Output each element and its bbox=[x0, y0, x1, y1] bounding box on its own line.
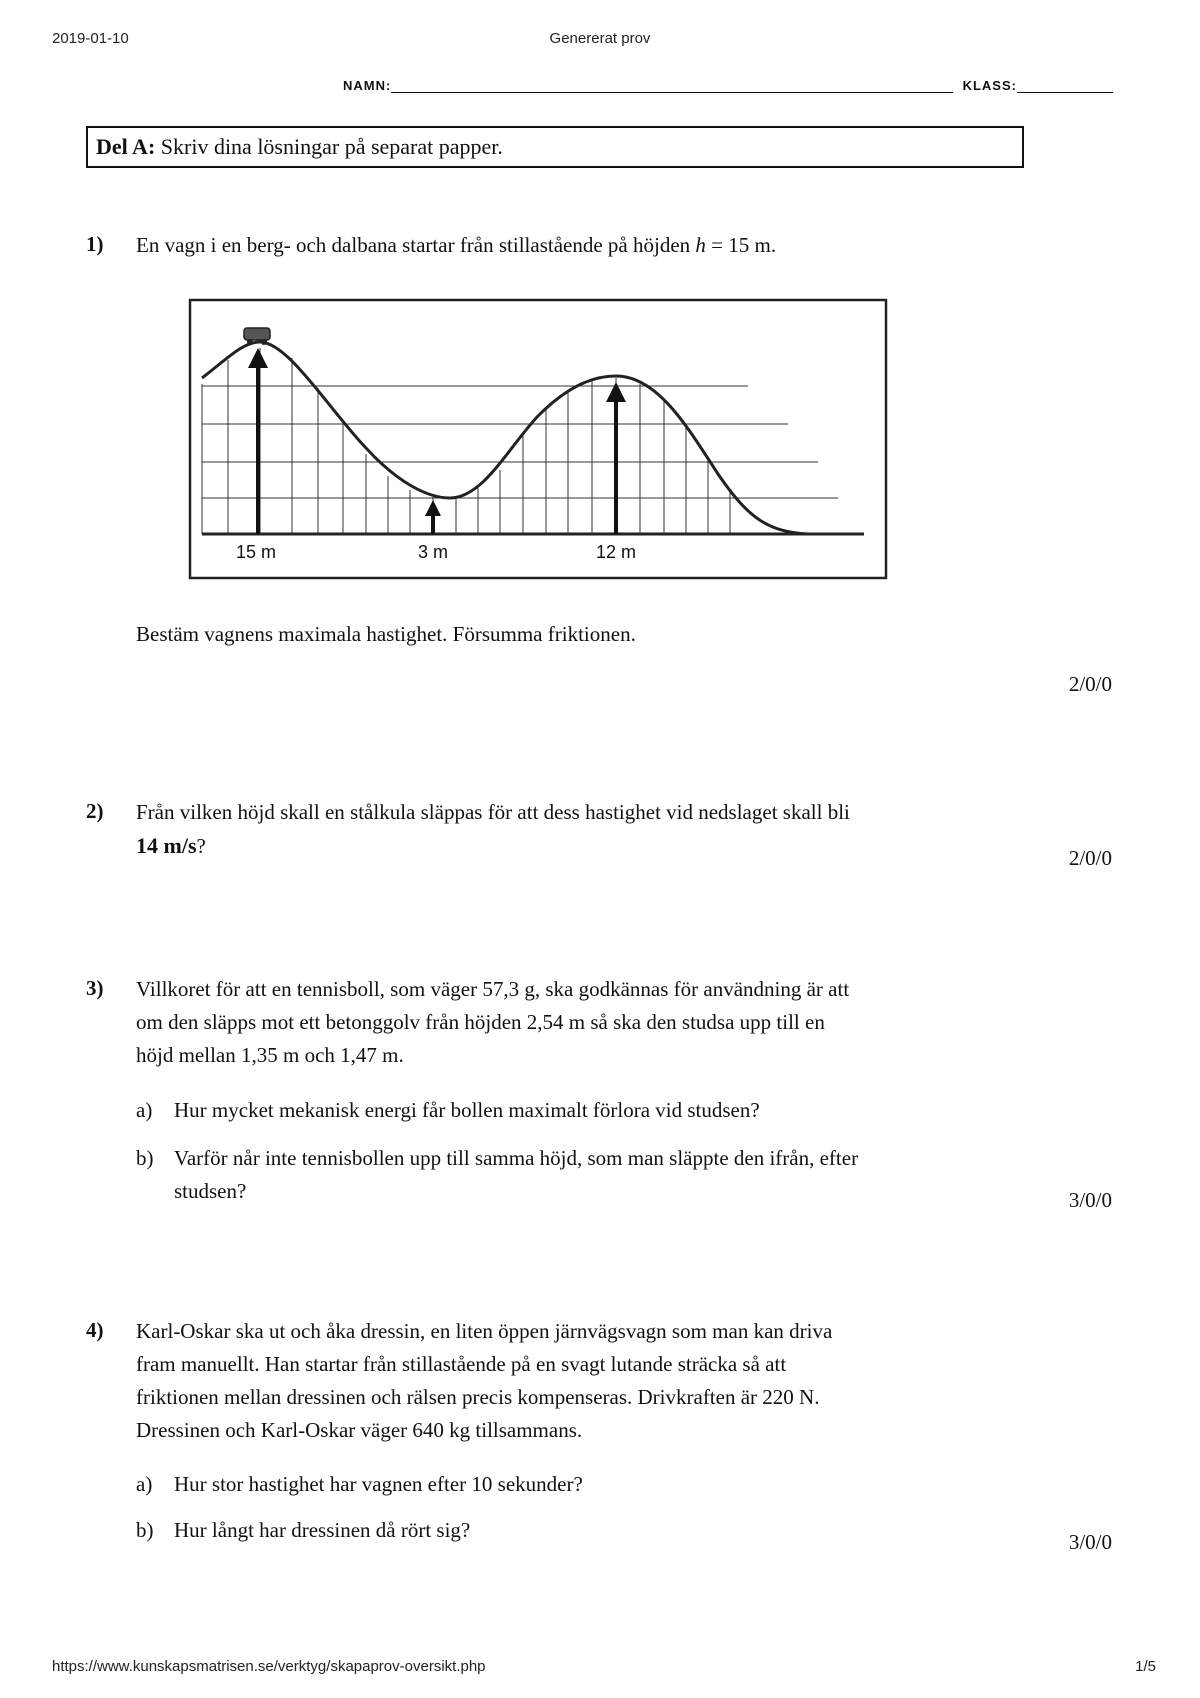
question-4a-text: Hur stor hastighet har vagnen efter 10 sekunder? bbox=[174, 1472, 583, 1496]
question-3b bbox=[136, 1142, 858, 1208]
question-3b-line-2: studsen? bbox=[174, 1179, 247, 1203]
question-3-line-3: höjd mellan 1,35 m och 1,47 m. bbox=[136, 1043, 404, 1067]
question-3a bbox=[136, 1094, 760, 1127]
question-4b-text: Hur långt har dressinen då rört sig? bbox=[174, 1518, 471, 1542]
question-2-speed: 14 m/s bbox=[136, 833, 197, 858]
figure-label-15m: 15 m bbox=[236, 542, 277, 562]
question-2-score: 2/0/0 bbox=[1068, 846, 1112, 870]
question-4a bbox=[136, 1468, 583, 1501]
question-1-text bbox=[136, 229, 776, 262]
question-4b-label: b) bbox=[136, 1518, 154, 1542]
question-1-score: 2/0/0 bbox=[1068, 672, 1112, 696]
section-label: Del A: bbox=[96, 134, 156, 159]
question-4-number: 4) bbox=[86, 1318, 104, 1342]
class-label: KLASS: bbox=[962, 78, 1017, 93]
question-2-number: 2) bbox=[86, 799, 104, 823]
roller-coaster-figure bbox=[188, 298, 888, 580]
name-class-row bbox=[343, 78, 1113, 93]
question-4a-label: a) bbox=[136, 1472, 153, 1496]
question-3b-label: b) bbox=[136, 1146, 154, 1170]
question-4-line-3: friktionen mellan dressinen och rälsen precis kompenseras. Drivkraften är 220 N. bbox=[136, 1385, 820, 1409]
question-3-score: 3/0/0 bbox=[1068, 1188, 1112, 1212]
question-4-line-4: Dressinen och Karl-Oskar väger 640 kg tillsammans. bbox=[136, 1418, 583, 1442]
question-3-line-1: Villkoret för att en tennisboll, som väger 57,3 g, ska godkännas för användning är att bbox=[136, 977, 850, 1001]
print-date: 2019-01-10 bbox=[52, 30, 129, 47]
question-3-number: 3) bbox=[86, 976, 104, 1000]
question-2-line-2 bbox=[136, 829, 966, 863]
question-4-line-1: Karl-Oskar ska ut och åka dressin, en liten öppen järnvägsvagn som man kan driva bbox=[136, 1319, 833, 1343]
question-4b bbox=[136, 1514, 470, 1547]
question-3a-label: a) bbox=[136, 1098, 153, 1122]
name-line bbox=[391, 78, 953, 93]
section-box bbox=[86, 126, 1024, 168]
question-4-line-2: fram manuellt. Han startar från stillastående på en svagt lutande sträcka så att bbox=[136, 1352, 787, 1376]
question-1-text-end: = 15 m. bbox=[711, 233, 777, 257]
question-4-text bbox=[136, 1315, 976, 1447]
question-1-followup: Bestäm vagnens maximala hastighet. Försumma friktionen. bbox=[136, 622, 636, 646]
print-title: Genererat prov bbox=[549, 30, 651, 47]
question-4-score: 3/0/0 bbox=[1068, 1530, 1112, 1554]
question-3b-line-1: Varför når inte tennisbollen upp till samma höjd, som man släppte den ifrån, efter bbox=[174, 1146, 859, 1170]
question-1-var: h bbox=[695, 233, 706, 257]
print-page-number: 1/5 bbox=[1135, 1658, 1156, 1675]
question-3-line-2: om den släpps mot ett betonggolv från höjden 2,54 m så ska den studsa upp till en bbox=[136, 1010, 825, 1034]
question-3-text bbox=[136, 973, 976, 1072]
figure-label-12m: 12 m bbox=[596, 542, 637, 562]
class-line bbox=[1017, 78, 1113, 93]
figure-label-3m: 3 m bbox=[418, 542, 449, 562]
question-2-line-1: Från vilken höjd skall en stålkula släppas för att dess hastighet vid nedslaget skall bli bbox=[136, 800, 850, 824]
question-1-number: 1) bbox=[86, 232, 104, 256]
question-2-qmark: ? bbox=[196, 834, 206, 858]
question-1-text-start: En vagn i en berg- och dalbana startar från stillastående på höjden bbox=[136, 233, 691, 257]
question-2-text bbox=[136, 796, 966, 863]
name-label: NAMN: bbox=[343, 78, 392, 93]
question-3a-text: Hur mycket mekanisk energi får bollen maximalt förlora vid studsen? bbox=[174, 1098, 760, 1122]
section-text: Skriv dina lösningar på separat papper. bbox=[160, 134, 503, 159]
print-url: https://www.kunskapsmatrisen.se/verktyg/skapaprov-oversikt.php bbox=[52, 1658, 486, 1675]
